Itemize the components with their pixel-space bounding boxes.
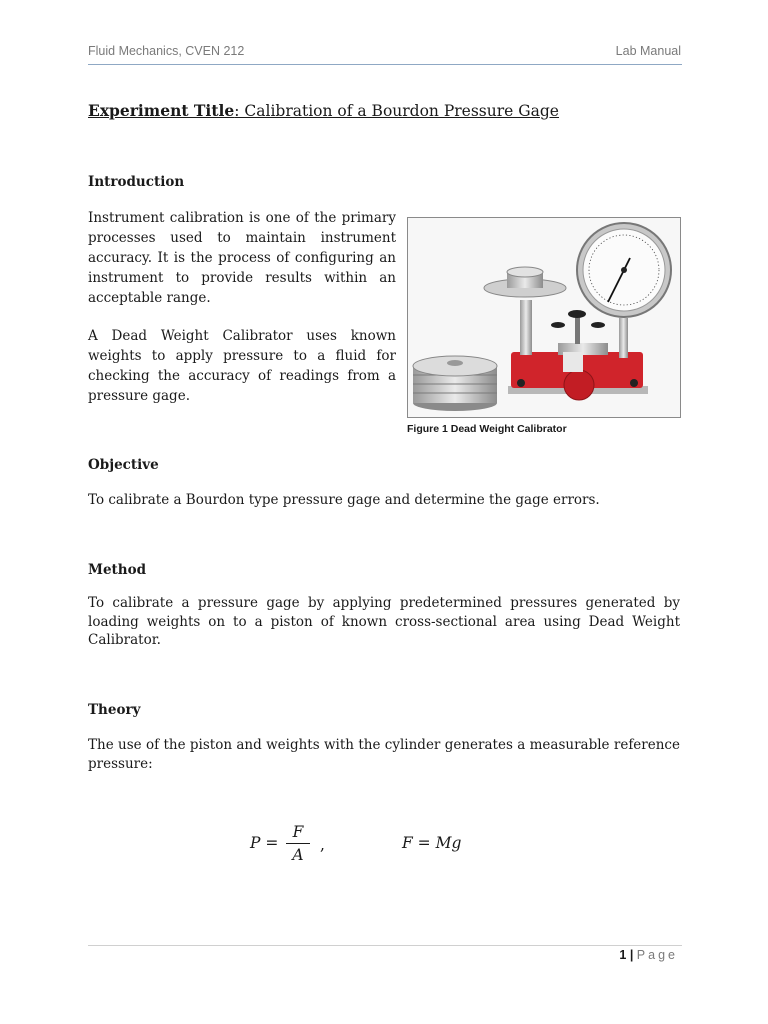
equation-force: F = Mg [402,834,462,852]
footer-rule [88,945,682,946]
method-heading: Method [88,562,147,578]
theory-text: The use of the piston and weights with the cylinder generates a measurable reference pressure: [88,737,680,772]
introduction-heading: Introduction [88,174,185,190]
footer-divider: | [629,948,634,962]
page-number: 1 [619,948,627,962]
figure-dead-weight-calibrator [407,217,681,418]
header-rule [88,64,682,65]
equation-numerator: F [292,823,304,841]
equation-denominator: A [292,846,304,864]
pressure-gauge-icon [577,223,671,317]
fraction-bar [286,843,310,844]
figure-caption: Figure 1 Dead Weight Calibrator [407,423,567,435]
weights-stack-icon [413,356,497,411]
equation-separator: , [320,836,325,854]
header-doc-type: Lab Manual [615,44,681,58]
header-course: Fluid Mechanics, CVEN 212 [88,44,245,58]
title-label: Experiment Title [88,101,235,120]
theory-heading: Theory [88,702,141,718]
objective-heading: Objective [88,457,159,473]
page-footer [619,948,678,962]
dead-weight-calibrator-illustration [408,218,680,417]
pressure-equation [250,822,520,872]
equation-fraction [286,822,310,865]
equation-lhs: P = [250,834,279,852]
introduction-paragraph-2: A Dead Weight Calibrator uses known weights to apply pressure to a fluid for checking the accuracy of readings from a pressure gage. [88,328,396,404]
introduction-paragraph-1: Instrument calibration is one of the primary processes used to maintain instrument accuracy. It is the process of configuring an instrument to provide results within an acceptable range. [88,210,396,306]
method-text: To calibrate a pressure gage by applying predetermined pressures generated by loading weights on to a piston of known cross-sectional area using Dead Weight Calibrator. [88,595,680,648]
title-text: : Calibration of a Bourdon Pressure Gage [234,102,559,120]
page-label: Page [636,948,678,962]
page-title [88,101,559,120]
objective-text: To calibrate a Bourdon type pressure gage and determine the gage errors. [88,492,600,508]
